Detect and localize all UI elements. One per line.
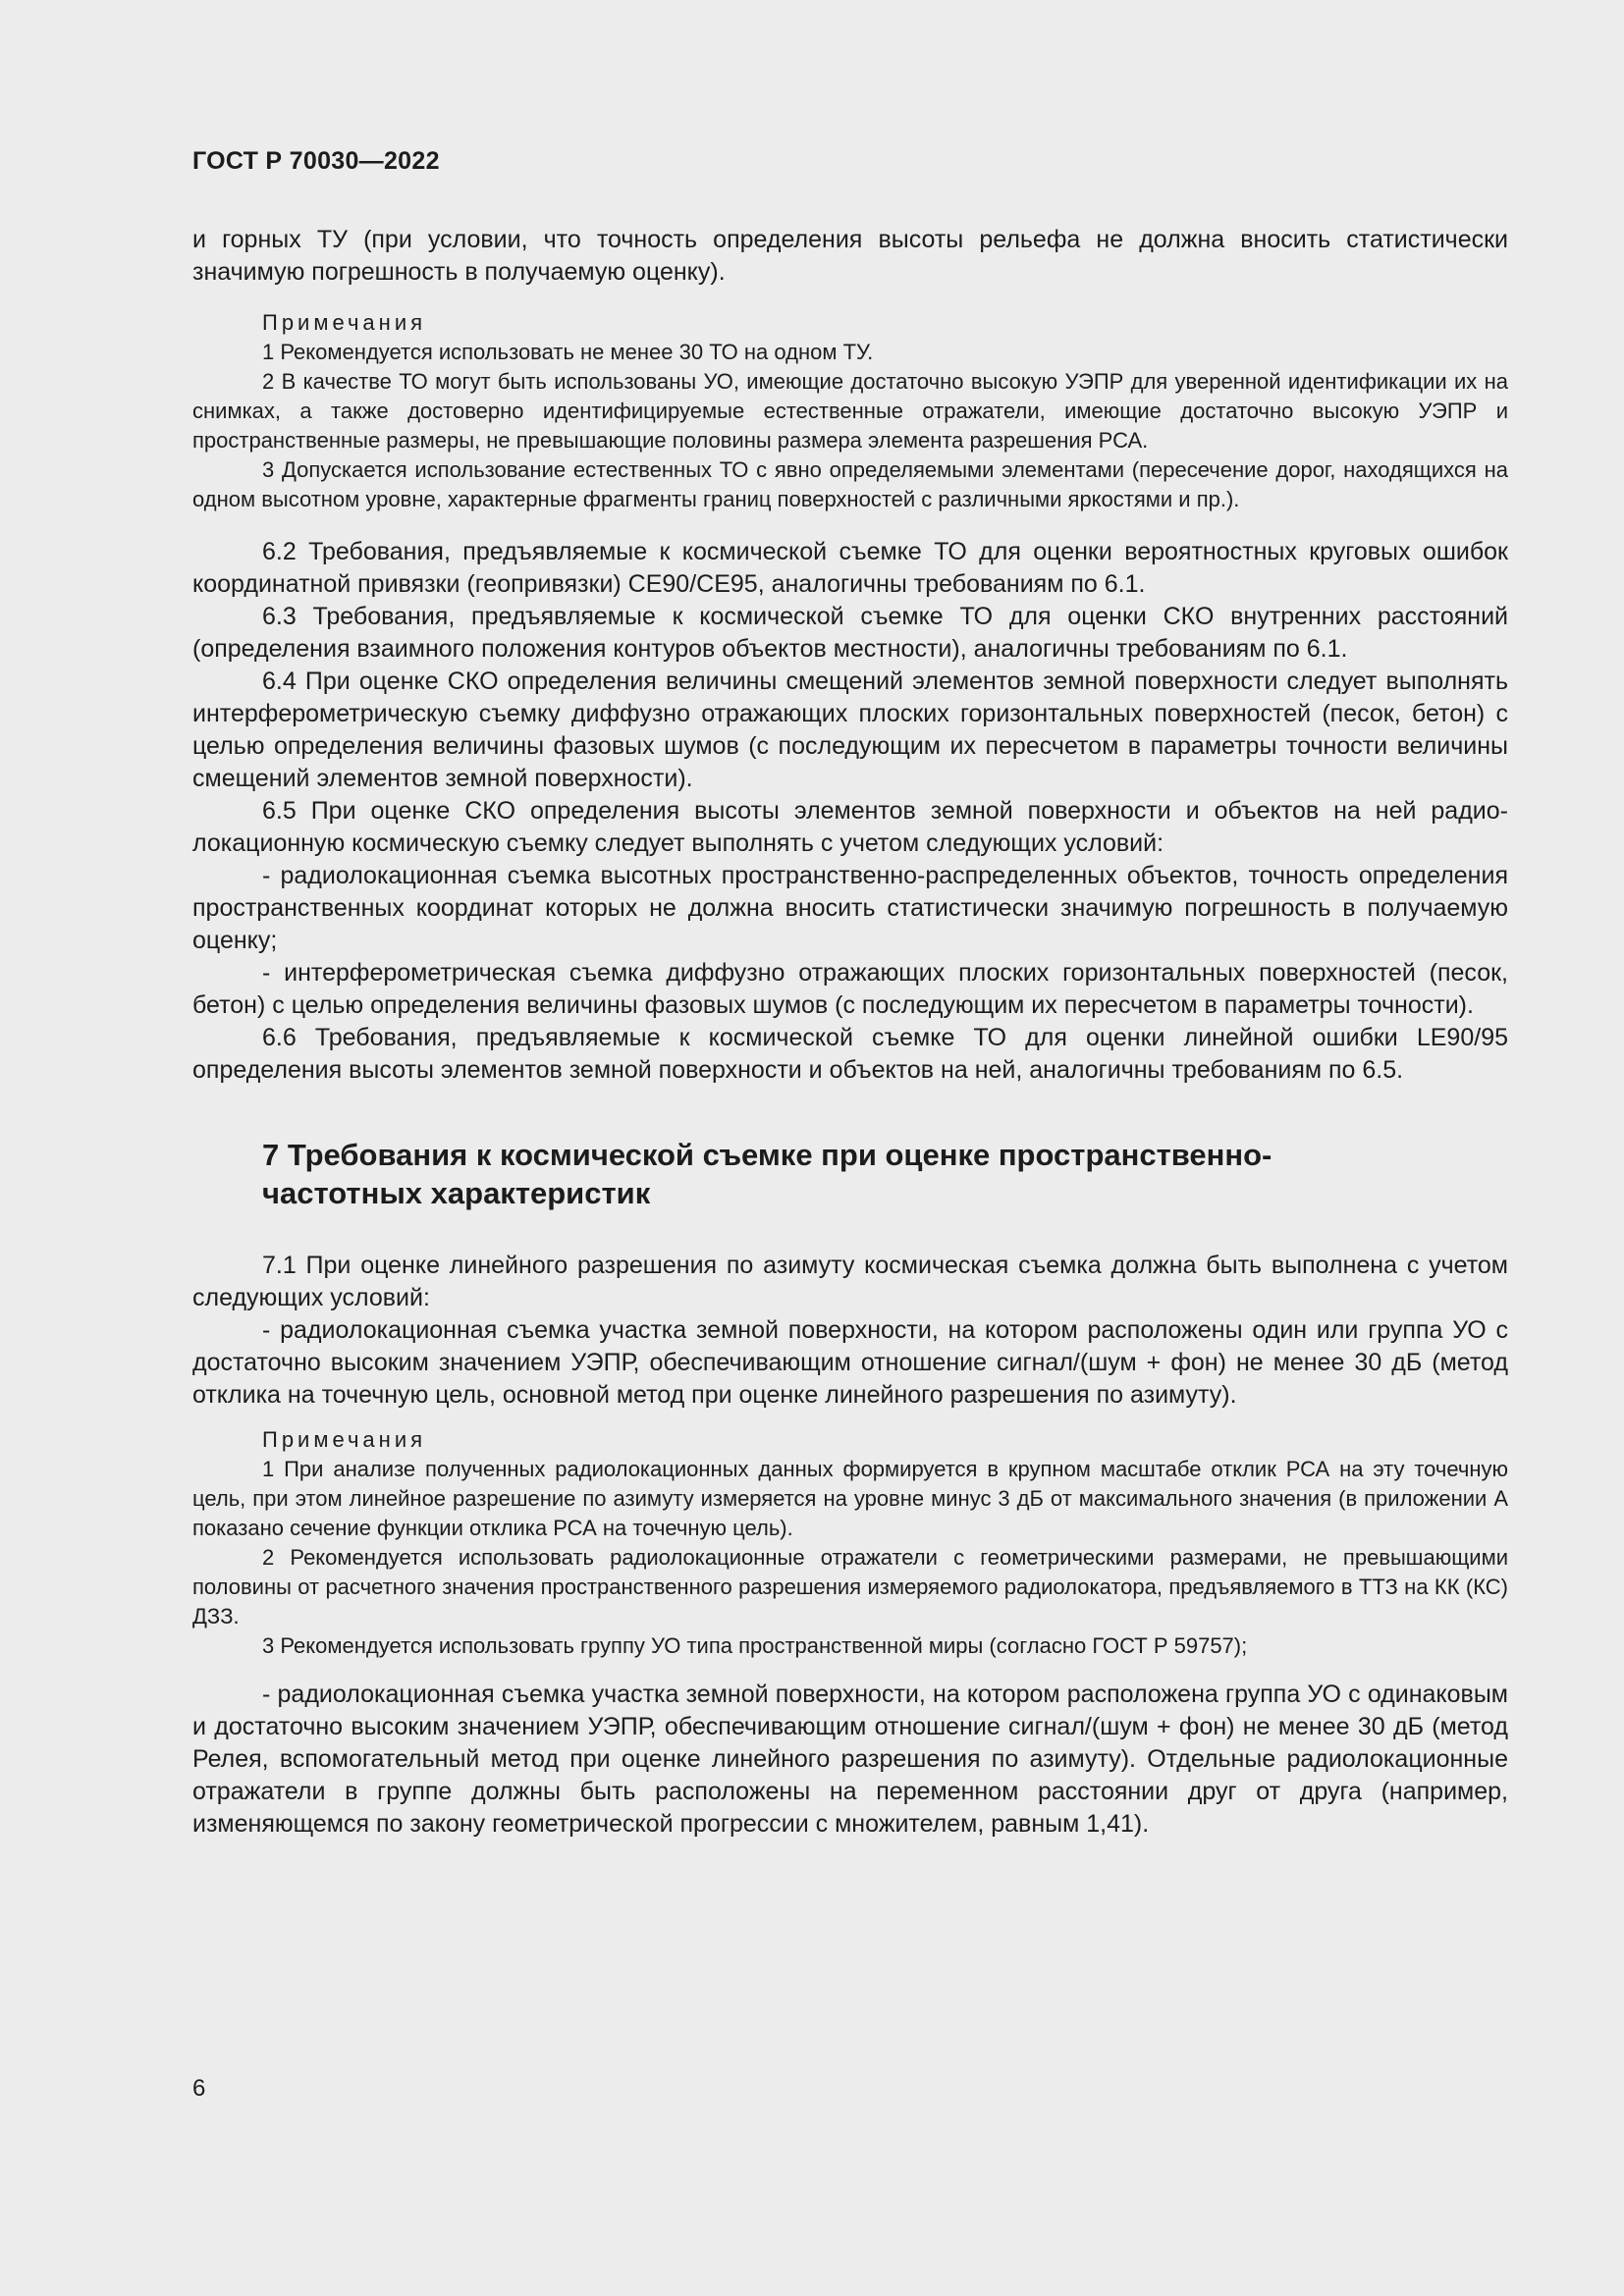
section-6-body xyxy=(192,536,1508,1087)
page-content xyxy=(192,224,1508,1841)
paragraph-6-4: 6.4 При оценке СКО определения величины смещений элементов земной поверхности следует выполнять интерферометрическую съемку диффузно отражающих плоских горизонтальных поверхностей (песок, бетон) с целью определения величины фазовых шумов (с последующим их пересчетом в параметры точности величины смещений элементов земной поверхности). xyxy=(192,667,1508,792)
note-item: 1 При анализе полученных радиолокационных данных формируется в крупном масштабе отклик РСА на эту точечную цель, при этом линейное разрешение по азимуту измеряется на уровне минус 3 дБ от максимального значения (в приложении А показано сечение функции отклика РСА на точечную цель). xyxy=(192,1457,1508,1540)
note-item: 2 В качестве ТО могут быть использованы УО, имеющие достаточно высокую УЭПР для уверенной идентификации их на снимках, а также достоверно идентифицируемые естественные отражатели, имеющие достаточно высокую УЭПР и пространственные размеры, не превышающие половины размера элемента разрешения РСА. xyxy=(192,369,1508,453)
intro-paragraph: и горных ТУ (при условии, что точность определения высоты рельефа не должна вносить статистически значимую погрешность в получаемую оценку). xyxy=(192,226,1508,286)
notes-title: Примечания xyxy=(262,310,427,335)
notes-title: Примечания xyxy=(262,1427,427,1452)
list-item-7-1-b: - радиолокационная съемка участка земной поверхности, на котором расположена группа УО с одинаковым и достаточно высоким значением УЭПР, обеспечивающим отношение сигнал/(шум + фон) не менее 30 дБ (метод Релея, вспомогательный метод при оценке линейного разрешения по азимуту). Отдельные радиолокационные отражатели в группе должны быть расположены на переменном расстоянии друг от друга (например, изменяющемся по закону геометрической прогрессии с множителем, равным 1,41). xyxy=(192,1681,1508,1838)
paragraph-6-5: 6.5 При оценке СКО определения высоты элементов земной поверхности и объектов на ней радиолокационную космическую съемку следует выполнять с учетом следующих условий: xyxy=(192,797,1508,857)
page-number: 6 xyxy=(192,2075,206,2102)
section-7-heading: 7 Требования к космической съемке при оценке пространственно-частотных характеристик xyxy=(262,1138,1272,1210)
list-item-7-1-a: - радиолокационная съемка участка земной поверхности, на котором расположены один или группа УО с достаточно высоким значением УЭПР, обеспечивающим отношение сигнал/(шум + фон) не менее 30 дБ (метод отклика на точечную цель, основной метод при оценке линейного разрешения по азимуту). xyxy=(192,1316,1508,1409)
paragraph-6-3: 6.3 Требования, предъявляемые к космической съемке ТО для оценки СКО внутренних расстояний (определения взаимного положения контуров объектов местности), аналогичны требованиям по 6.1. xyxy=(192,603,1508,663)
paragraph-6-2: 6.2 Требования, предъявляемые к космической съемке ТО для оценки вероятностных круговых ошибок координатной привязки (геопривязки) СЕ90/СЕ95, аналогичны требованиям по 6.1. xyxy=(192,538,1508,598)
section-7-body xyxy=(192,1250,1508,1841)
note-item: 2 Рекомендуется использовать радиолокационные отражатели с геометрическими размерами, не превышающими половины от расчетного значения пространственного разрешения измеряемого радиолокатора, предъявляемого в ТТЗ на КК (КС) ДЗЗ. xyxy=(192,1545,1508,1629)
document-header: ГОСТ Р 70030—2022 xyxy=(192,147,440,175)
list-item-6-5-b: - интерферометрическая съемка диффузно отражающих плоских горизонтальных поверхностей (песок, бетон) с целью определения величины фазовых шумов (с последующим их пересчетом в параметры точности). xyxy=(192,959,1508,1019)
notes-block-2 xyxy=(192,1425,1508,1661)
note-item: 3 Рекомендуется использовать группу УО типа пространственной миры (согласно ГОСТ Р 59757); xyxy=(262,1633,1248,1658)
paragraph-7-1: 7.1 При оценке линейного разрешения по азимуту космическая съемка должна быть выполнена с учетом следующих условий: xyxy=(192,1252,1508,1311)
notes-block-1 xyxy=(192,308,1508,514)
list-item-6-5-a: - радиолокационная съемка высотных пространственно-распределенных объектов, точность определения пространственных координат которых не должна вносить статистически значимую погрешность в получаемую оценку; xyxy=(192,862,1508,954)
note-item: 1 Рекомендуется использовать не менее 30 ТО на одном ТУ. xyxy=(262,340,874,364)
note-item: 3 Допускается использование естественных ТО с явно определяемыми элементами (пересечение дорог, находящихся на одном высотном уровне, характерные фрагменты границ поверхностей с различными яркостями и пр.). xyxy=(192,457,1508,511)
paragraph-6-6: 6.6 Требования, предъявляемые к космической съемке ТО для оценки линейной ошибки LE90/95 определения высоты элементов земной поверхности и объектов на ней, аналогичны требованиям по 6.5. xyxy=(192,1024,1508,1084)
